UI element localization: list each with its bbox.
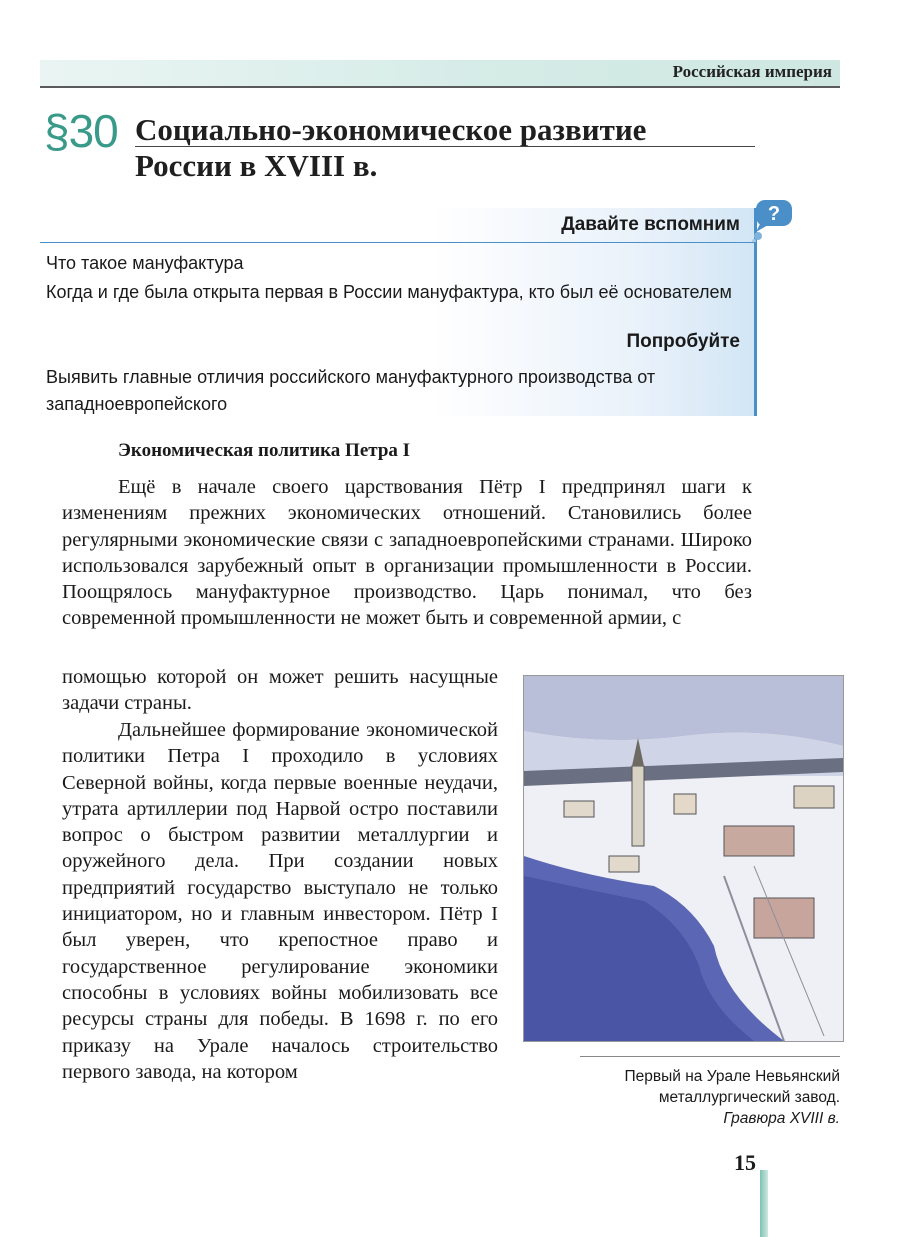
recall-question-1: Что такое мануфактура	[46, 253, 244, 273]
caption-line-3: Гравюра XVIII в.	[723, 1110, 840, 1127]
paragraph-1-continued: помощью которой он может решить насущные задачи страны.	[62, 666, 498, 715]
page-edge-strip	[760, 1170, 768, 1237]
chapter-title: Российская империя	[672, 62, 832, 81]
section-title-line1: Социально-экономическое развитие	[135, 112, 647, 147]
nevyansk-factory-illustration	[523, 675, 844, 1042]
subheading: Экономическая политика Петра I	[118, 440, 411, 461]
figure-caption	[540, 1066, 840, 1129]
recall-question-2: Когда и где была открыта первая в России мануфактура, кто был её основателем	[46, 282, 732, 302]
try-task: Выявить главные отличия российского мануфактурного производства от западноевропейского	[46, 367, 656, 414]
recall-divider	[40, 242, 754, 243]
svg-text:?: ?	[767, 203, 781, 225]
running-header	[40, 60, 840, 88]
paragraph-2: Дальнейшее формирование экономической политики Петра I проходило в условиях Северной войны, когда первые военные неудачи, утрата артиллерии под Нарвой остро поставили вопрос о быстром развитии металлургии и оружейного дела. При создании новых предприятий государство выступало не только инициатором, но и главным инвестором. Пётр I был уверен, что крепостное право и государственное регулирование экономики способны в условиях войны мобилизовать все ресурсы страны для победы. В 1698 г. по его приказу на Урале началось строительство первого завода, на котором	[62, 719, 498, 1083]
section-title	[135, 112, 755, 184]
page-number: 15	[734, 1150, 756, 1175]
title-underline	[135, 146, 755, 147]
caption-line-1: Первый на Урале Невьянский	[624, 1068, 840, 1085]
try-heading: Попробуйте	[626, 331, 740, 352]
section-number: §30	[44, 105, 118, 157]
caption-rule	[580, 1056, 840, 1057]
recall-heading: Давайте вспомним	[561, 214, 740, 235]
paragraph-1: Ещё в начале своего царствования Пётр I предпринял шаги к изменениям прежних экономических отношений. Становились более регулярными экономические связи с западноевропейскими странами. Широко использовался зарубежный опыт в организации промышленности в России. Поощрялось мануфактурное производство. Царь понимал, что без современной промышленности не может быть и современной армии, с	[62, 476, 752, 630]
question-bubble-icon	[750, 198, 796, 242]
caption-line-2: металлургический завод.	[658, 1089, 840, 1106]
section-title-line2: России в XVIII в.	[135, 148, 378, 183]
